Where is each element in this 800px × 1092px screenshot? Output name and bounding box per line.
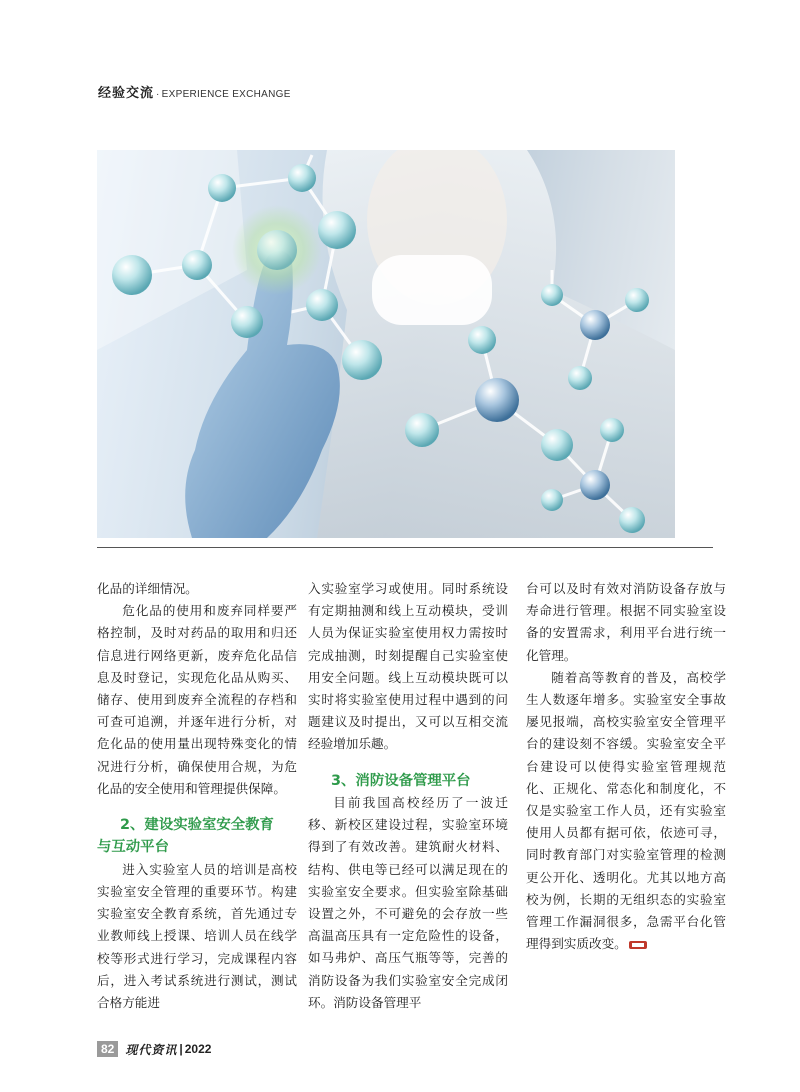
paragraph: 化品的详细情况。 bbox=[97, 581, 198, 596]
section-heading-2 bbox=[97, 814, 297, 859]
journal-name: 现代资讯 bbox=[125, 1042, 178, 1057]
paragraph: 台可以及时有效对消防设备存放与寿命进行管理。根据不同实验室设备的安置需求，利用平台进行统一化管理。 bbox=[526, 581, 726, 663]
column-1 bbox=[97, 578, 297, 1014]
page-number: 82 bbox=[97, 1041, 118, 1057]
section-heading-3 bbox=[308, 770, 508, 792]
paragraph bbox=[526, 667, 726, 956]
molecule-hand-photo-icon bbox=[97, 150, 675, 538]
hero-photo bbox=[97, 150, 675, 538]
end-of-article-icon bbox=[629, 941, 647, 949]
footer-separator: | bbox=[179, 1042, 183, 1056]
heading-line: 2、建设实验室安全教育 bbox=[120, 817, 274, 834]
paragraph: 入实验室学习或使用。同时系统设有定期抽测和线上互动模块，受训人员为保证实验室使用权力需按时完成抽测，时刻提醒自己实验室使用安全问题。线上互动模块既可以实时将实验室使用过程中遇到的问题建议及时提出，又可以互相交流经验增加乐趣。 bbox=[308, 581, 508, 752]
page-footer bbox=[97, 1040, 211, 1058]
section-title-cn: 经验交流 bbox=[98, 86, 155, 101]
issue-year: 2022 bbox=[184, 1042, 212, 1056]
paragraph: 进入实验室人员的培训是高校实验室安全管理的重要环节。构建实验室安全教育系统，首先通过专业教师线上授课、培训人员在线学校等形式进行学习，完成课程内容后，进入考试系统进行测试，测试合格方能进 bbox=[97, 861, 297, 1011]
header-separator: · bbox=[156, 89, 160, 100]
column-2 bbox=[308, 578, 508, 1014]
section-title-en: EXPERIENCE EXCHANGE bbox=[161, 89, 291, 100]
column-3 bbox=[526, 578, 726, 955]
paragraph-text: 随着高等教育的普及，高校学生人数逐年增多。实验室安全事故屡见报端，高校实验室安全管理平台的建设刻不容缓。实验室安全平台建设可以使得实验室管理规范化、正规化、常态化和制度化，不仅是实验室工作人员，还有实验室使用人员都有据可依，依迹可寻，同时教育部门对实验室管理的检测更公开化、透明化。尤其以地方高校为例，长期的无组织态的实验室管理工作漏洞很多，急需平台化管理得到实质改变。 bbox=[526, 669, 726, 952]
divider-rule bbox=[97, 547, 713, 548]
paragraph: 危化品的使用和废弃同样要严格控制，及时对药品的取用和归还信息进行网络更新，废弃危化品信息及时登记，实现危化品从购买、储存、使用到废弃全流程的存档和可查可追溯，并逐年进行分析，对危化品的使用量出现特殊变化的情况进行分析，确保使用合规，为危化品的安全使用和管理提供保障。 bbox=[97, 603, 297, 796]
running-header bbox=[98, 82, 291, 102]
heading-line: 3、消防设备管理平台 bbox=[331, 772, 471, 789]
heading-line: 与互动平台 bbox=[97, 839, 169, 856]
paragraph: 目前我国高校经历了一波迁移、新校区建设过程，实验室环境得到了有效改善。建筑耐火材料、结构、供电等已经可以满足现在的实验室安全要求。但实验室除基础设置之外，不可避免的会存放一些高温高压具有一定危险性的设备，如马弗炉、高压气瓶等等，完善的消防设备为我们实验室安全完成闭环。消防设备管理平 bbox=[308, 795, 508, 1010]
